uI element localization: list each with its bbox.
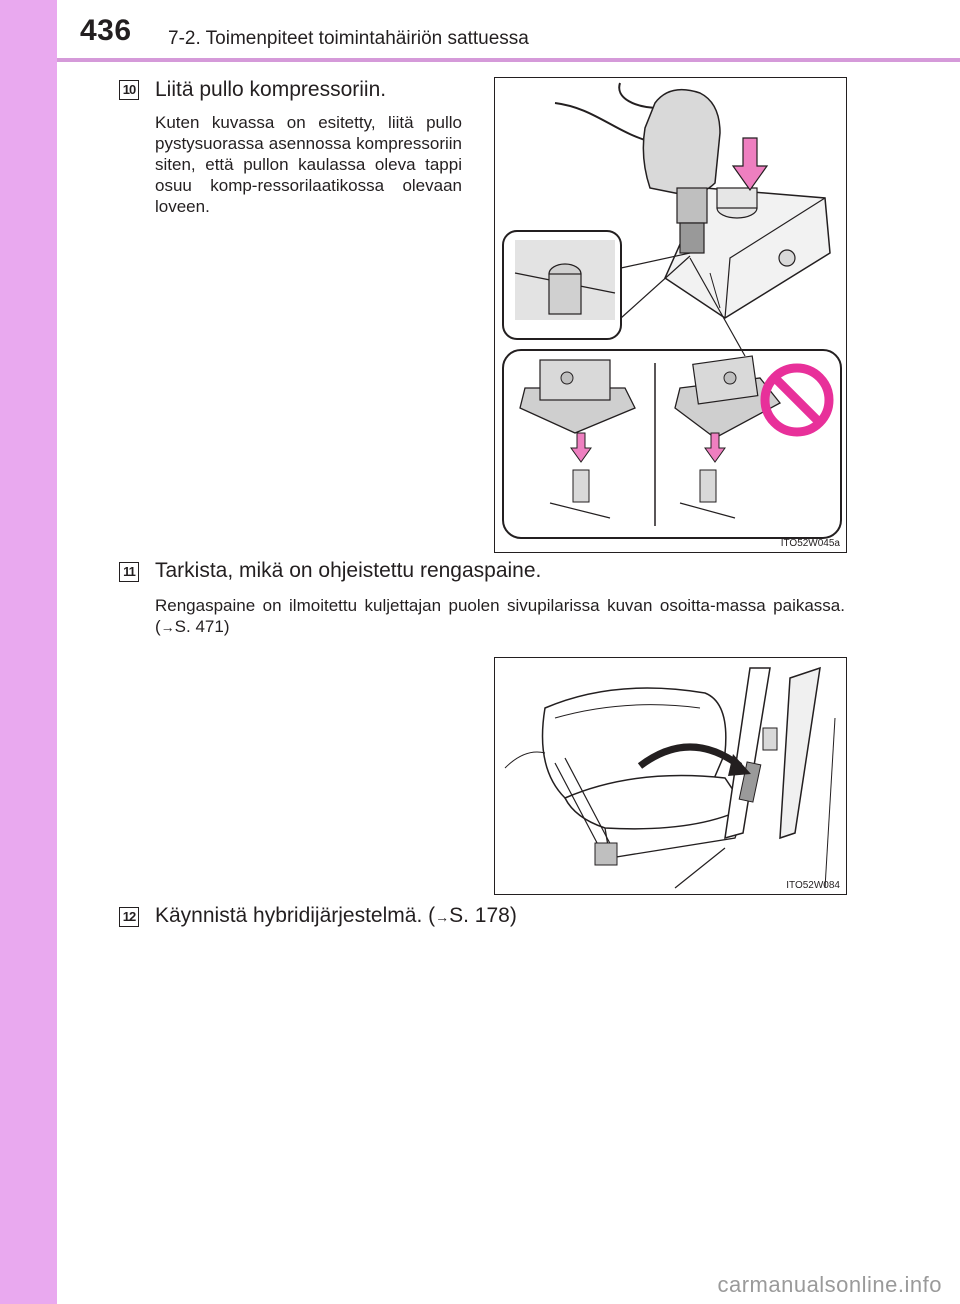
header-rule <box>57 58 960 62</box>
figure-code: ITO52W084 <box>786 880 840 891</box>
section-title: 7-2. Toimenpiteet toimintahäiriön sattuessa <box>168 28 529 49</box>
step-body <box>155 595 845 638</box>
footer-watermark: carmanualsonline.info <box>717 1272 942 1297</box>
step-body: Kuten kuvassa on esitetty, liitä pullo pystysuorassa asennossa kompressoriin siten, että pullon kaulassa oleva tappi osuu komp-ressorilaatikossa olevaan loveen. <box>155 113 462 216</box>
step-heading-text: Käynnistä hybridijärjestelmä. ( <box>155 904 436 927</box>
step-heading: Tarkista, mikä on ohjeistettu rengaspaine. <box>155 559 542 582</box>
page-reference[interactable]: S. 471) <box>174 617 230 636</box>
step-heading <box>155 904 517 928</box>
step-body-text: Rengaspaine on ilmoitettu kuljettajan puolen sivupilarissa kuvan osoitta-massa paikassa. ( <box>155 596 845 636</box>
compressor-illustration <box>495 78 847 553</box>
arrow-icon: → <box>160 619 175 635</box>
step-number-badge: 10 <box>119 80 139 100</box>
seat-pillar-figure <box>494 657 847 895</box>
page-reference[interactable]: S. 178) <box>449 904 517 927</box>
step-heading: Liitä pullo kompressoriin. <box>155 78 387 101</box>
step-number-badge: 11 <box>119 562 139 582</box>
arrow-icon: → <box>435 909 450 925</box>
figure-code: ITO52W045a <box>780 538 840 549</box>
compressor-figure <box>494 77 847 553</box>
side-color-strip <box>0 0 57 1304</box>
seat-illustration <box>495 658 847 895</box>
step-number-badge: 12 <box>119 907 139 927</box>
page-number: 436 <box>80 14 132 47</box>
